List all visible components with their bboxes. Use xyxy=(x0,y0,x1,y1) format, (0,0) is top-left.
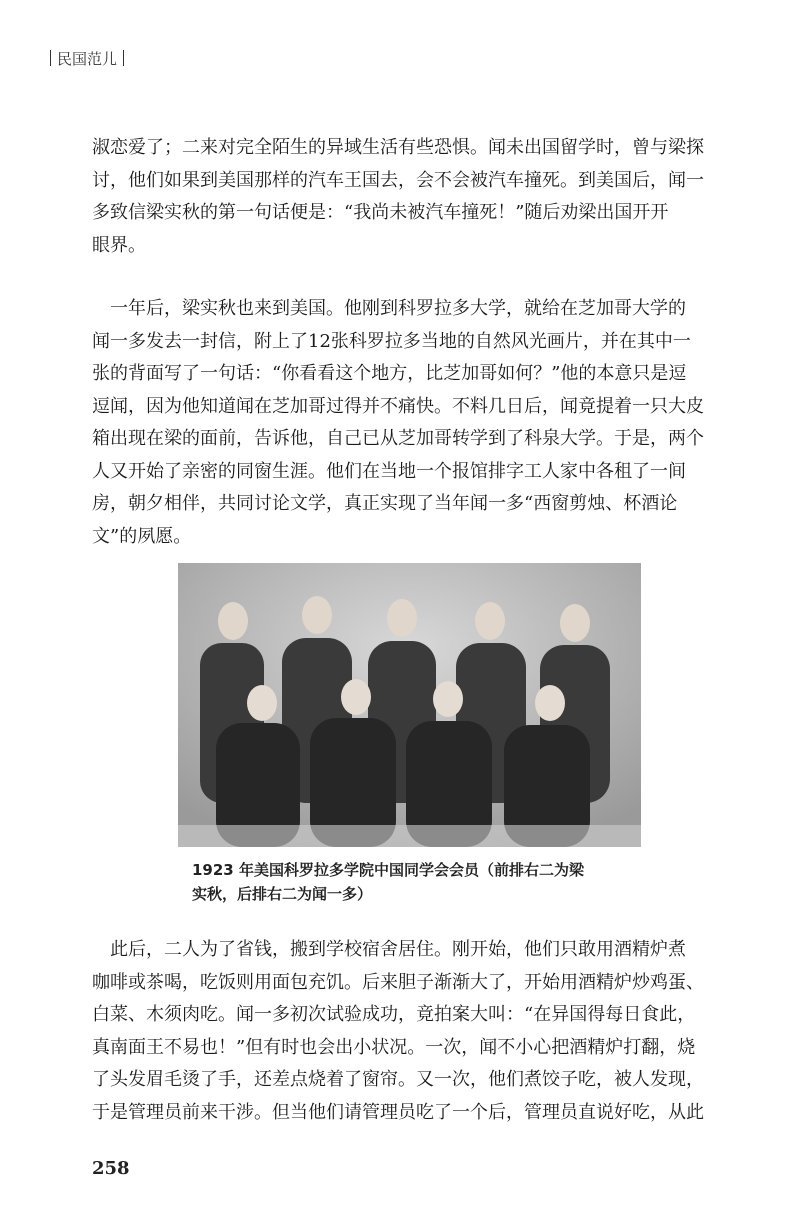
figure-caption xyxy=(192,858,652,906)
text-line: 真南面王不易也！”但有时也会出小状况。一次，闻不小心把酒精炉打翻，烧 xyxy=(92,1036,696,1058)
text-line: 箱出现在梁的面前，告诉他，自己已从芝加哥转学到了科泉大学。于是，两个 xyxy=(92,428,704,449)
text-line: 咖啡或茶喝，吃饭则用面包充饥。后来胆子渐渐大了，开始用酒精炉炒鸡蛋、 xyxy=(92,971,704,993)
page-number: 258 xyxy=(92,1158,130,1179)
caption-line: 1923 年美国科罗拉多学院中国同学会会员（前排右二为梁 xyxy=(192,861,584,879)
text-line: 于是管理员前来干涉。但当他们请管理员吃了一个后，管理员直说好吃，从此 xyxy=(92,1101,704,1123)
text-line: 多致信梁实秋的第一句话便是：“我尚未被汽车撞死！”随后劝梁出国开开 xyxy=(92,202,669,223)
text-line: 张的背面写了一句话：“你看看这个地方，比芝加哥如何？”他的本意只是逗 xyxy=(92,363,687,384)
header-divider-right xyxy=(123,50,124,66)
text-line: 文”的夙愿。 xyxy=(92,525,192,547)
caption-line: 实秋，后排右二为闻一多） xyxy=(192,885,373,903)
paragraph-1 xyxy=(92,132,720,262)
header-divider-left xyxy=(50,50,51,66)
text-line: 闻一多发去一封信，附上了12张科罗拉多当地的自然风光画片，并在其中一 xyxy=(92,330,691,352)
running-header xyxy=(44,48,130,69)
text-line: 白菜、木须肉吃。闻一多初次试验成功，竟拍案大叫：“在异国得每日食此， xyxy=(92,1004,696,1025)
text-line: 一年后，梁实秋也来到美国。他刚到科罗拉多大学，就给在芝加哥大学的 xyxy=(92,298,686,319)
text-line: 逗闻，因为他知道闻在芝加哥过得并不痛快。不料几日后，闻竟提着一只大皮 xyxy=(92,395,704,417)
text-line: 淑恋爱了；二来对完全陌生的异域生活有些恐惧。闻未出国留学时，曾与梁探 xyxy=(92,137,704,158)
text-line: 眼界。 xyxy=(92,234,146,256)
text-line: 人又开始了亲密的同窗生涯。他们在当地一个报馆排字工人家中各租了一间 xyxy=(92,460,686,482)
text-line: 此后，二人为了省钱，搬到学校宿舍居住。刚开始，他们只敢用酒精炉煮 xyxy=(92,939,686,960)
text-line: 房，朝夕相伴，共同讨论文学，真正实现了当年闻一多“西窗剪烛、杯酒论 xyxy=(92,493,678,514)
text-line: 了头发眉毛烫了手，还差点烧着了窗帘。又一次，他们煮饺子吃，被人发现， xyxy=(92,1069,704,1090)
paragraph-2 xyxy=(92,293,720,553)
group-photo-illustration xyxy=(178,563,641,847)
text-line: 讨，他们如果到美国那样的汽车王国去，会不会被汽车撞死。到美国后，闻一 xyxy=(92,169,704,191)
group-photo xyxy=(178,563,641,847)
paragraph-3 xyxy=(92,934,720,1129)
running-title: 民国范儿 xyxy=(57,50,118,68)
